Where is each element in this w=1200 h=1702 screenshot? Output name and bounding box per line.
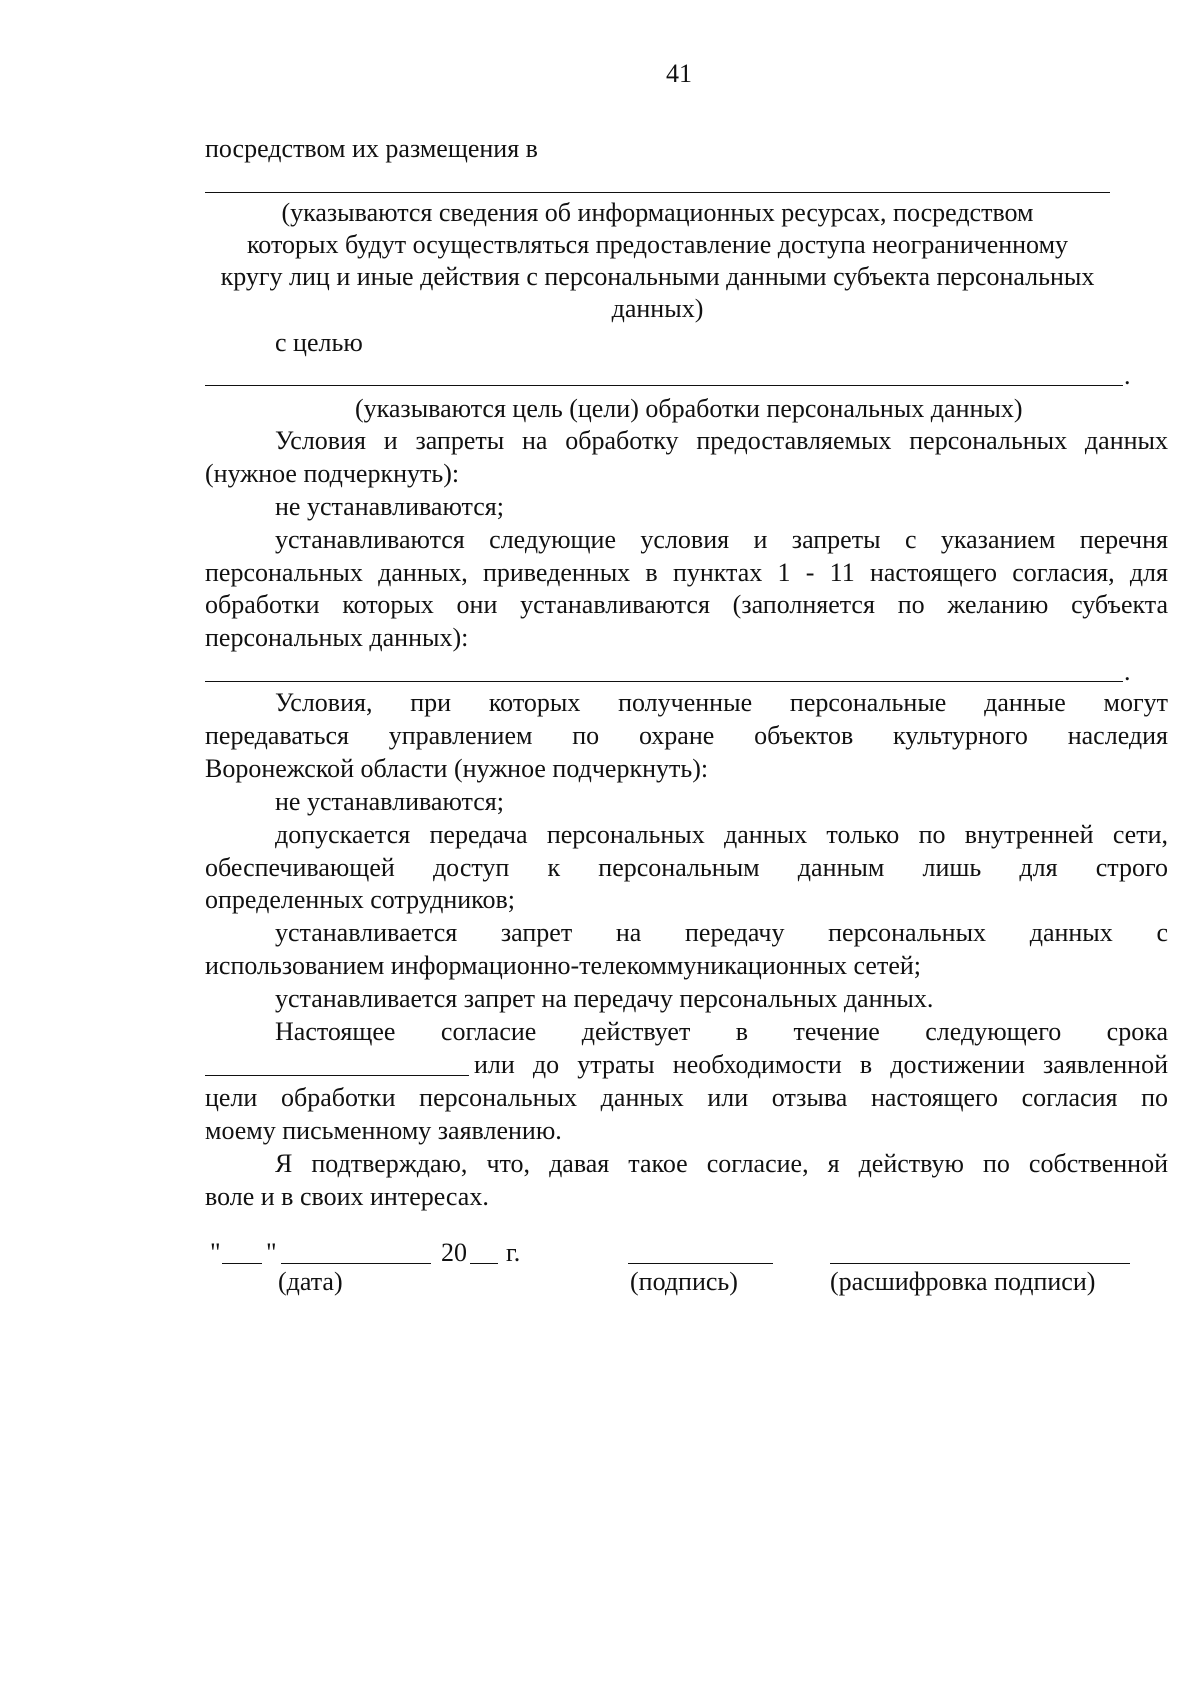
purpose-blank-line (205, 385, 1123, 386)
validity-term-blank-line (205, 1075, 469, 1076)
transfer-option-none: не устанавливаются; (275, 787, 504, 816)
date-label: (дата) (278, 1267, 343, 1296)
conditions-blank-line (205, 681, 1123, 682)
signature-decoding-label: (расшифровка подписи) (830, 1267, 1096, 1296)
date-quote-close: " (266, 1238, 277, 1267)
purpose-line-period: . (1124, 361, 1131, 390)
date-day-blank-line (222, 1263, 262, 1264)
intro-text: посредством их размещения в (205, 134, 538, 163)
page-number: 41 (666, 59, 692, 88)
conditions-line-1: Условия и запреты на обработку предоставляемых персональных данных (275, 426, 1168, 455)
resources-blank-line (205, 192, 1110, 193)
transfer-line-10: устанавливается запрет на передачу персональных данных. (275, 984, 934, 1013)
transfer-line-3: Воронежской области (нужное подчеркнуть): (205, 754, 709, 783)
date-year-blank-line (470, 1263, 498, 1264)
date-month-blank-line (281, 1263, 431, 1264)
transfer-line-5: допускается передача персональных данных только по внутренней сети, (275, 820, 1168, 849)
signature-label: (подпись) (630, 1267, 738, 1296)
conditions-line-2: (нужное подчеркнуть): (205, 459, 460, 488)
transfer-line-1: Условия, при которых полученные персональные данные могут (275, 688, 1168, 717)
purpose-label: с целью (275, 328, 363, 357)
resources-note-line-4: данных) (611, 294, 704, 323)
conditions-line-5: персональных данных, приведенных в пунктах 1 - 11 настоящего согласия, для (205, 558, 1168, 587)
transfer-line-2: передаваться управлением по охране объектов культурного наследия (205, 721, 1168, 750)
transfer-line-6: обеспечивающей доступ к персональным данным лишь для строго (205, 853, 1168, 882)
validity-line-2: или до утраты необходимости в достижении заявленной (474, 1050, 1168, 1079)
purpose-note: (указываются цель (цели) обработки персональных данных) (355, 394, 1023, 423)
validity-line-1: Настоящее согласие действует в течение следующего срока (275, 1017, 1168, 1046)
date-quote-open: " (210, 1238, 221, 1267)
confirm-line-2: воле и в своих интересах. (205, 1182, 489, 1211)
conditions-line-6: обработки которых они устанавливаются (заполняется по желанию субъекта (205, 590, 1168, 619)
transfer-line-9: использованием информационно-телекоммуникационных сетей; (205, 951, 921, 980)
date-year-suffix: г. (506, 1238, 521, 1267)
conditions-line-7: персональных данных): (205, 623, 469, 652)
conditions-option-none: не устанавливаются; (275, 492, 504, 521)
validity-line-3: цели обработки персональных данных или отзыва настоящего согласия по (205, 1083, 1168, 1112)
resources-note-line-3: кругу лиц и иные действия с персональными данными субъекта персональных (220, 262, 1095, 291)
validity-line-4: моему письменному заявлению. (205, 1116, 562, 1145)
resources-note-line-2: которых будут осуществляться предоставление доступа неограниченному (246, 230, 1069, 259)
signature-blank-line (628, 1263, 773, 1264)
transfer-line-7: определенных сотрудников; (205, 885, 515, 914)
signature-decoding-blank-line (830, 1263, 1130, 1264)
conditions-line-4: устанавливаются следующие условия и запреты с указанием перечня (275, 525, 1168, 554)
date-year-prefix: 20 (441, 1238, 467, 1267)
transfer-line-8: устанавливается запрет на передачу персональных данных с (275, 918, 1168, 947)
conditions-line-period: . (1124, 657, 1131, 686)
resources-note-line-1: (указываются сведения об информационных ресурсах, посредством (281, 198, 1034, 227)
confirm-line-1: Я подтверждаю, что, давая такое согласие, я действую по собственной (275, 1149, 1168, 1178)
